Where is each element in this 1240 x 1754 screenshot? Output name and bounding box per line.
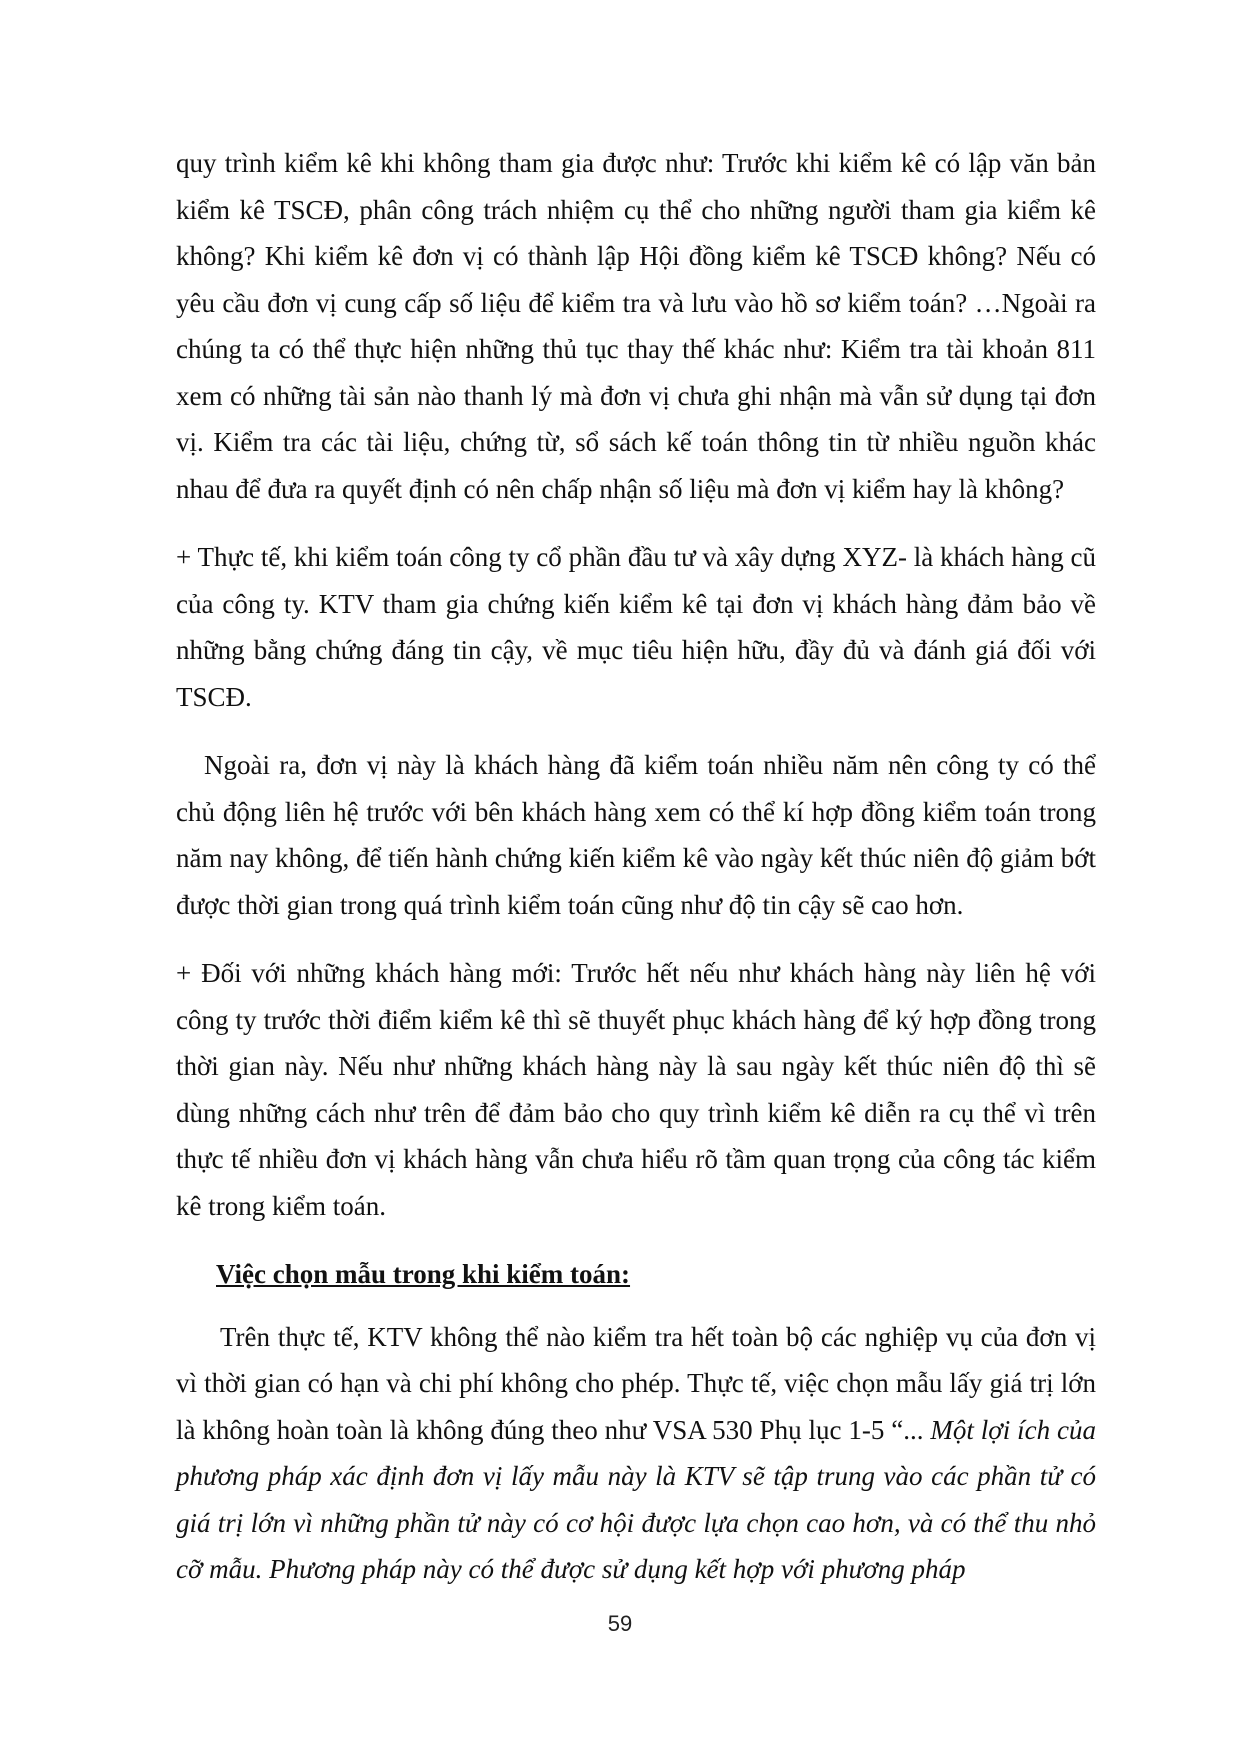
page-number: 59: [607, 1611, 633, 1636]
section-heading-sampling: Việc chọn mẫu trong khi kiểm toán:: [216, 1259, 631, 1289]
paragraph-new-clients: + Đối với những khách hàng mới: Trước hết nếu như khách hàng này liên hệ với công ty trước thời điểm kiểm kê thì sẽ thuyết phục khách hàng để ký hợp đồng trong thời gian này. Nếu như những khách hàng này là sau ngày kết thúc niên độ thì sẽ dùng những cách như trên để đảm bảo cho quy trình kiểm kê diễn ra cụ thể vì trên thực tế nhiều đơn vị khách hàng vẫn chưa hiểu rõ tầm quan trọng của công tác kiểm kê trong kiểm toán.: [176, 958, 1096, 1221]
page-body: [176, 140, 1096, 1593]
paragraph-sampling-quote: Một lợi ích của phương pháp xác định đơn vị lấy mẫu này là KTV sẽ tập trung vào các phần tử có giá trị lớn vì những phần tử này có cơ hội được lựa chọn cao hơn, và có thể thu nhỏ cỡ mẫu. Phương pháp này có thể được sử dụng kết hợp với phương pháp: [176, 1414, 1096, 1584]
paragraph-long-term-client: Ngoài ra, đơn vị này là khách hàng đã kiểm toán nhiều năm nên công ty có thể chủ động liên hệ trước với bên khách hàng xem có thể kí hợp đồng kiểm toán trong năm nay không, để tiến hành chứng kiến kiểm kê vào ngày kết thúc niên độ giảm bớt được thời gian trong quá trình kiểm toán cũng như độ tin cậy sẽ cao hơn.: [176, 750, 1096, 920]
paragraph-sampling: [176, 1314, 1096, 1593]
paragraph-inventory-procedure: quy trình kiểm kê khi không tham gia được như: Trước khi kiểm kê có lập văn bản kiểm kê TSCĐ, phân công trách nhiệm cụ thể cho những người tham gia kiểm kê không? Khi kiểm kê đơn vị có thành lập Hội đồng kiểm kê TSCĐ không? Nếu có yêu cầu đơn vị cung cấp số liệu để kiểm tra và lưu vào hồ sơ kiểm toán? …Ngoài ra chúng ta có thể thực hiện những thủ tục thay thế khác như: Kiểm tra tài khoản 811 xem có những tài sản nào thanh lý mà đơn vị chưa ghi nhận mà vẫn sử dụng tại đơn vị. Kiểm tra các tài liệu, chứng từ, sổ sách kế toán thông tin từ nhiều nguồn khác nhau để đưa ra quyết định có nên chấp nhận số liệu mà đơn vị kiểm hay là không?: [176, 148, 1096, 504]
paragraph-xyz-client: + Thực tế, khi kiểm toán công ty cổ phần đầu tư và xây dựng XYZ- là khách hàng cũ của công ty. KTV tham gia chứng kiến kiểm kê tại đơn vị khách hàng đảm bảo về những bằng chứng đáng tin cậy, về mục tiêu hiện hữu, đầy đủ và đánh giá đối với TSCĐ.: [176, 542, 1096, 712]
paragraph-sampling-normal: Trên thực tế, KTV không thể nào kiểm tra hết toàn bộ các nghiệp vụ của đơn vị vì thời gian có hạn và chi phí không cho phép. Thực tế, việc chọn mẫu lấy giá trị lớn là không hoàn toàn là không đúng theo như VSA 530 Phụ lục 1-5 “...: [176, 1321, 1096, 1445]
